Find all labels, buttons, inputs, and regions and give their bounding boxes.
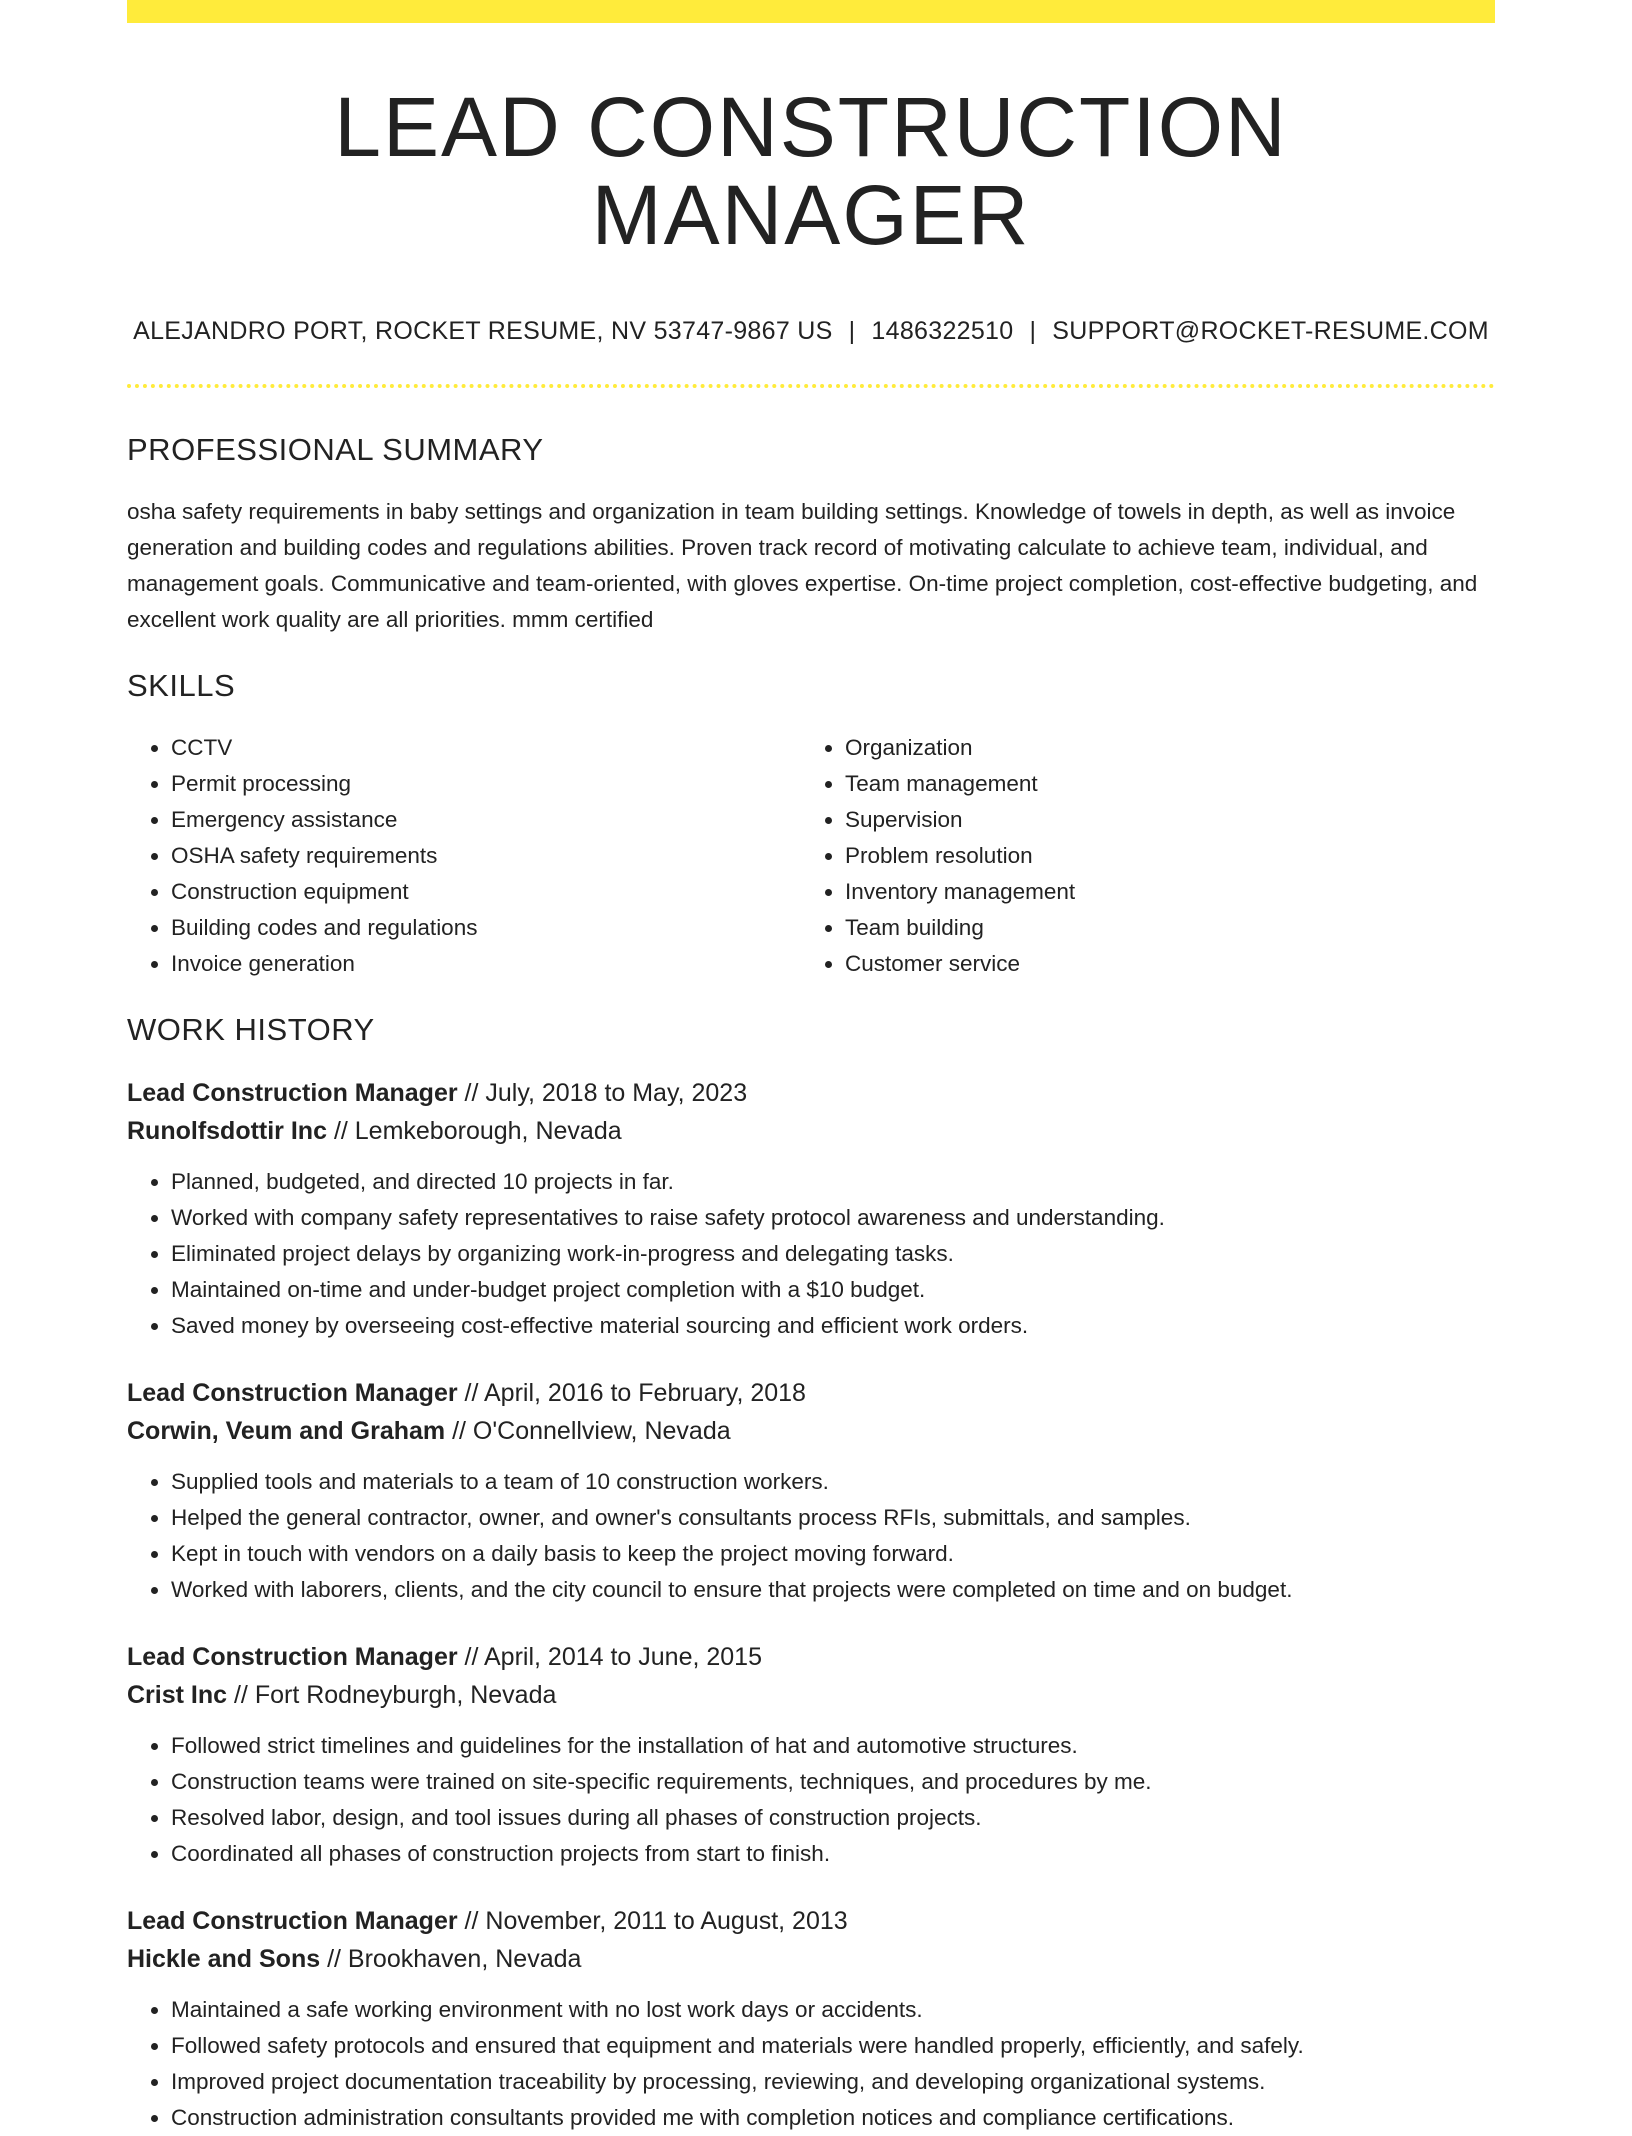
contact-address: ALEJANDRO PORT, ROCKET RESUME, NV 53747-9867 US [133,317,833,346]
skill-item: • Permit processing [171,766,801,802]
job-location: // Fort Rodneyburgh, Nevada [233,1681,557,1710]
job-bullet: • Planned, budgeted, and directed 10 projects in far. [171,1164,1495,1200]
job-bullet: • Resolved labor, design, and tool issues during all phases of construction projects. [171,1800,1495,1836]
job-bullets [127,1164,1495,1344]
skill-item: • Organization [845,730,1475,766]
job-location: // O'Connellview, Nevada [452,1417,731,1446]
summary-text: osha safety requirements in baby settings and organization in team building settings. Knowledge of towels in depth, as well as invoice generation and building codes and regulations abilities. Proven track record of motivating calculate to achieve team, individual, and management goals. Communicative and team-oriented, with gloves expertise. On-time project completion, cost-effective budgeting, and excellent work quality are all priorities. mmm certified [127,499,1478,633]
job-bullet: • Saved money by overseeing cost-effective material sourcing and efficient work orders. [171,1308,1495,1344]
job-bullet: • Coordinated all phases of construction projects from start to finish. [171,1836,1495,1872]
skill-item: • Team building [845,910,1475,946]
job-company: Runolfsdottir Inc [127,1117,327,1146]
contact-phone: 1486322510 [871,317,1014,346]
job-role: Lead Construction Manager [127,1079,458,1108]
skill-item: • OSHA safety requirements [171,838,801,874]
job-role-line [127,1374,1495,1412]
job-company-line [127,1112,1495,1150]
job-bullet: • Followed safety protocols and ensured that equipment and materials were handled properly, efficiently, and safely. [171,2028,1495,2064]
job-company-line [127,1940,1495,1978]
job-company-line [127,1676,1495,1714]
job-bullets [127,1464,1495,1608]
job-dates: // April, 2014 to June, 2015 [464,1643,762,1672]
skills-heading: SKILLS [127,668,236,704]
job-entry [127,1374,1495,1608]
job-bullet: • Improved project documentation traceability by processing, reviewing, and developing organizational systems. [171,2064,1495,2100]
skills-column-right [801,730,1475,982]
skill-item: • Problem resolution [845,838,1475,874]
job-dates: // April, 2016 to February, 2018 [464,1379,806,1408]
skills-list [127,730,1495,982]
job-role: Lead Construction Manager [127,1379,458,1408]
job-bullet: • Construction administration consultants provided me with completion notices and compliance certifications. [171,2100,1495,2136]
accent-bar [127,0,1495,23]
job-dates: // November, 2011 to August, 2013 [464,1907,848,1936]
skill-item: • Customer service [845,946,1475,982]
job-bullet: • Followed strict timelines and guidelines for the installation of hat and automotive structures. [171,1728,1495,1764]
job-company-line [127,1412,1495,1450]
resume-page [127,0,1495,2136]
skill-item: • Invoice generation [171,946,801,982]
job-bullet: • Maintained on-time and under-budget project completion with a $10 budget. [171,1272,1495,1308]
summary-heading: PROFESSIONAL SUMMARY [127,432,544,468]
job-role-line [127,1902,1495,1940]
job-company: Hickle and Sons [127,1945,321,1974]
skill-item: • Inventory management [845,874,1475,910]
job-location: // Lemkeborough, Nevada [333,1117,622,1146]
skill-item: • CCTV [171,730,801,766]
job-role-line [127,1074,1495,1112]
job-entry [127,1074,1495,1344]
job-bullet: • Worked with laborers, clients, and the city council to ensure that projects were completed on time and on budget. [171,1572,1495,1608]
job-bullet: • Helped the general contractor, owner, and owner's consultants process RFIs, submittals, and samples. [171,1500,1495,1536]
contact-separator: | [848,317,856,346]
job-bullet: • Maintained a safe working environment with no lost work days or accidents. [171,1992,1495,2028]
skill-item: • Construction equipment [171,874,801,910]
job-bullets [127,1992,1495,2136]
job-bullet: • Worked with company safety representatives to raise safety protocol awareness and understanding. [171,1200,1495,1236]
job-bullet: • Eliminated project delays by organizing work-in-progress and delegating tasks. [171,1236,1495,1272]
work-history-list [127,1074,1495,2136]
job-role: Lead Construction Manager [127,1643,458,1672]
skills-column-left [127,730,801,982]
job-bullet: • Supplied tools and materials to a team of 10 construction workers. [171,1464,1495,1500]
skill-item: • Emergency assistance [171,802,801,838]
job-entry [127,1902,1495,2136]
job-dates: // July, 2018 to May, 2023 [464,1079,748,1108]
job-bullet: • Construction teams were trained on site-specific requirements, techniques, and procedures by me. [171,1764,1495,1800]
skill-item: • Building codes and regulations [171,910,801,946]
job-company: Crist Inc [127,1681,228,1710]
job-role: Lead Construction Manager [127,1907,458,1936]
job-role-line [127,1638,1495,1676]
skill-item: • Team management [845,766,1475,802]
job-location: // Brookhaven, Nevada [327,1945,582,1974]
job-bullet: • Kept in touch with vendors on a daily basis to keep the project moving forward. [171,1536,1495,1572]
dotted-divider [127,384,1495,388]
work-history-heading: WORK HISTORY [127,1012,375,1048]
job-company: Corwin, Veum and Graham [127,1417,446,1446]
job-entry [127,1638,1495,1872]
skill-item: • Supervision [845,802,1475,838]
contact-line [127,317,1495,346]
contact-separator: | [1029,317,1037,346]
job-bullets [127,1728,1495,1872]
contact-email[interactable]: SUPPORT@ROCKET-RESUME.COM [1052,317,1489,346]
resume-title: LEAD CONSTRUCTION MANAGER [334,80,1288,263]
